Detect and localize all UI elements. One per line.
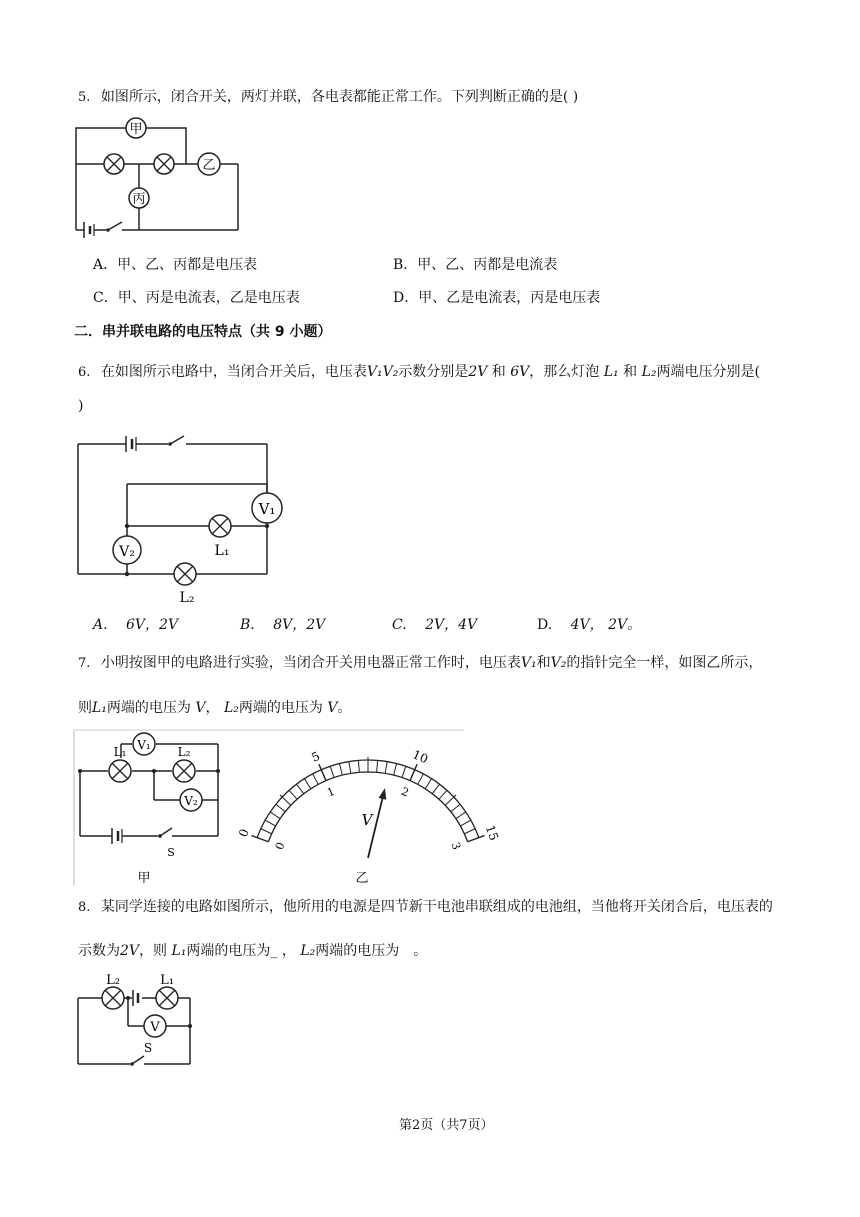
q6-text-c: 和 xyxy=(491,364,506,380)
q8-v: 2V xyxy=(120,943,140,959)
q5-option-d[interactable]: D．甲、乙是电流表，丙是电压表 xyxy=(393,290,601,306)
dial-bottom-label: 2 xyxy=(399,784,411,800)
q8-l2d: 两端的电压为 。 xyxy=(315,943,428,959)
q6-option-d-text: 4V， 2V。 xyxy=(570,617,642,633)
q7-number: 7. xyxy=(78,656,91,671)
q7-l2a: 则 xyxy=(78,700,92,716)
dial-tick xyxy=(432,784,439,794)
v1-label: V₁ xyxy=(258,500,276,518)
q6-option-a[interactable] xyxy=(93,614,178,634)
dial-bottom-label: 3 xyxy=(448,840,464,852)
q7-line2 xyxy=(78,697,351,717)
dial-tick xyxy=(464,829,475,834)
q6-circuit-diagram xyxy=(70,428,290,606)
dial-tick xyxy=(456,812,466,819)
q8-l1: L₁ xyxy=(171,943,187,959)
q7-fig-jia-label: 甲 xyxy=(137,871,151,886)
q8-l2b: ，则 xyxy=(139,943,168,959)
q6-option-a-letter: A. xyxy=(93,617,108,633)
q6-stem xyxy=(78,361,760,381)
dial-tick xyxy=(265,820,275,826)
q8-circuit-diagram xyxy=(70,972,200,1072)
dial-tick xyxy=(349,762,351,774)
q6-option-c-text: 2V，4V xyxy=(425,617,478,633)
dial-tick xyxy=(377,760,378,772)
meter-bing-label: 丙 xyxy=(132,192,146,207)
q8-switch-label: S xyxy=(143,1041,153,1055)
q5-stem xyxy=(78,86,578,106)
q6-option-d[interactable] xyxy=(537,614,641,634)
dial-tick xyxy=(418,774,424,785)
q7-l1-label: L₁ xyxy=(113,745,127,759)
dial-tick xyxy=(289,790,297,799)
q7-text-c: 的指针完全一样，如图乙所示， xyxy=(566,655,763,671)
q7-v1: V₁ xyxy=(520,655,537,671)
q8-line2 xyxy=(78,940,427,960)
q6-option-c-letter: C. xyxy=(392,617,407,633)
q7-stem xyxy=(78,652,762,672)
q7-v1-label: V₁ xyxy=(137,738,151,752)
dial-labels xyxy=(236,747,501,851)
dial-tick xyxy=(296,784,303,794)
q8-number: 8. xyxy=(78,900,91,915)
q7-unit2: V xyxy=(327,700,338,716)
q8-l2a: 示数为 xyxy=(78,943,120,959)
q7-l2e: 。 xyxy=(337,700,352,716)
q6-text-a: 在如图所示电路中，当闭合开关后，电压表 xyxy=(100,364,367,380)
q5-option-a[interactable]: A．甲、乙、丙都是电压表 xyxy=(93,257,258,273)
q7-text-a: 小明按图甲的电路进行实验，当闭合开关用电器正常工作时，电压表 xyxy=(100,655,521,671)
q6-option-c[interactable] xyxy=(392,614,477,634)
dial-tick xyxy=(270,812,280,819)
q7-l2d: 两端的电压为 xyxy=(238,700,323,716)
q6-option-b[interactable] xyxy=(240,614,325,634)
q5-text: 如图所示，闭合开关，两灯并联，各电表都能正常工作。下列判断正确的是( ) xyxy=(100,89,579,105)
q8-l1-label: L₁ xyxy=(160,973,174,988)
q6-v1v2: V₁V₂ xyxy=(366,364,399,380)
meter-jia-label: 甲 xyxy=(129,122,143,137)
q6-text-b: 示数分别是 xyxy=(398,364,469,380)
q8-text: 某同学连接的电路如图所示，他所用的电源是四节新干电池串联组成的电池组，当他将开关闭合后，电压表的 xyxy=(100,899,773,915)
dial-tick xyxy=(439,790,447,799)
q7-v2: V₂ xyxy=(550,655,567,671)
dial-top-label: 15 xyxy=(482,823,502,843)
dial-tick xyxy=(358,760,359,772)
q8-l2: L₂ xyxy=(300,943,316,959)
dial-tick xyxy=(385,762,387,774)
q6-text-f: 两端电压分别是( xyxy=(656,364,760,380)
q6-value-6v: 6V xyxy=(510,364,530,380)
q6-option-b-letter: B. xyxy=(240,617,255,633)
q6-option-d-letter: D. xyxy=(537,617,553,633)
q7-voltmeter-dial xyxy=(236,728,502,888)
dial-tick xyxy=(468,836,485,842)
q6-l2: L₂ xyxy=(641,364,657,380)
q7-text-b: 和 xyxy=(536,655,551,671)
dial-ticks xyxy=(251,757,484,842)
q5-number: 5. xyxy=(78,90,91,105)
l2-label: L₂ xyxy=(179,590,195,606)
dial-tick xyxy=(319,764,326,781)
dial-bottom-label: 1 xyxy=(325,784,337,800)
q6-close-paren: ) xyxy=(78,398,84,414)
q6-text-d: ，那么灯泡 xyxy=(529,364,600,380)
q7-v2-label: V₂ xyxy=(184,794,198,808)
dial-tick xyxy=(460,820,470,826)
dial-top-label: 10 xyxy=(410,747,431,767)
q7-unit1: V xyxy=(195,700,206,716)
q7-l2c: ， xyxy=(205,700,220,716)
dial-tick xyxy=(339,764,342,776)
q6-option-b-text: 8V，2V xyxy=(273,617,326,633)
v2-label: V₂ xyxy=(119,544,135,560)
q6-option-a-text: 6V，2V xyxy=(126,617,179,633)
dial-tick xyxy=(402,766,406,777)
q5-option-c[interactable]: C．甲、丙是电流表，乙是电压表 xyxy=(93,290,300,306)
dial-tick xyxy=(451,804,460,811)
q8-l2-label: L₂ xyxy=(106,973,120,988)
q6-number: 6. xyxy=(78,365,91,380)
dial-tick xyxy=(313,774,319,785)
q7-l2-label: L₂ xyxy=(177,745,191,759)
l1-label: L₁ xyxy=(214,543,230,559)
q6-text-e: 和 xyxy=(623,364,638,380)
q8-v-label: V xyxy=(150,1020,160,1035)
dial-tick xyxy=(425,779,431,789)
q7-switch-label: S xyxy=(167,846,175,859)
page-footer: 第2页（共7页） xyxy=(399,1118,494,1133)
q8-l2c: 两端的电压为_ ， xyxy=(186,943,296,959)
q7-fig-yi-label: 乙 xyxy=(355,871,369,886)
meter-yi-label: 乙 xyxy=(202,158,216,173)
dial-top-label: 0 xyxy=(236,826,252,839)
dial-tick xyxy=(304,779,310,789)
q5-option-b[interactable]: B．甲、乙、丙都是电流表 xyxy=(393,257,558,273)
dial-tick xyxy=(276,804,285,811)
q5-circuit-diagram xyxy=(70,112,245,240)
q7-l1: L₁ xyxy=(92,700,107,716)
dial-tick xyxy=(410,764,417,781)
dial-unit-label: V xyxy=(361,811,373,829)
dial-tick xyxy=(330,766,334,777)
dial-top-label: 5 xyxy=(309,748,322,765)
q7-l2b: 两端的电压为 xyxy=(106,700,191,716)
q6-value-2v: 2V xyxy=(468,364,488,380)
dial-bottom-label: 0 xyxy=(272,840,288,852)
q7-circuit-jia xyxy=(72,728,242,888)
dial-tick xyxy=(251,836,268,842)
q7-l2: L₂ xyxy=(223,700,239,716)
dial-tick xyxy=(261,829,272,834)
section-title: 二．串并联电路的电压特点（共 9 小题） xyxy=(74,324,332,340)
q8-stem xyxy=(78,896,773,916)
q6-l1: L₁ xyxy=(603,364,619,380)
dial-tick xyxy=(394,764,397,776)
